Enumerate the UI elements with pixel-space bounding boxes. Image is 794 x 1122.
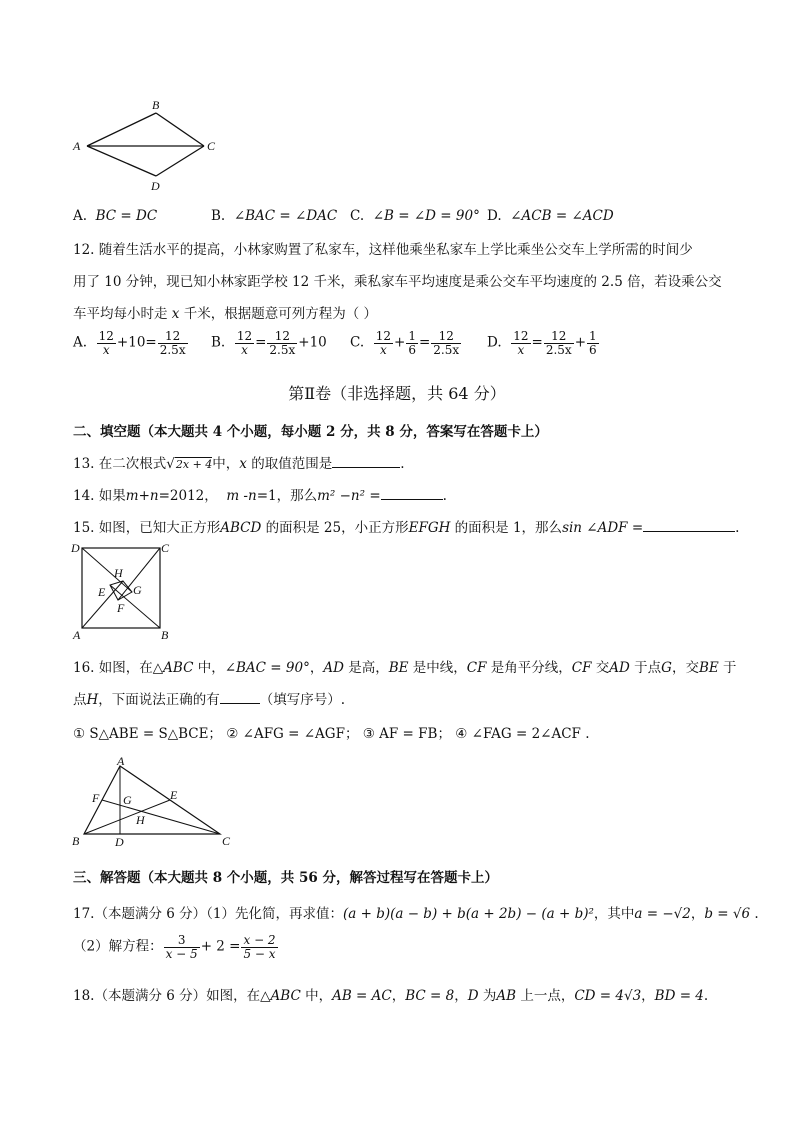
segment-cd xyxy=(156,146,204,176)
q15-answer-blank[interactable] xyxy=(643,519,735,532)
q16-line-2: 点H，下面说法正确的有 （填写序号）. xyxy=(73,692,346,708)
figure-triangle-abc xyxy=(70,756,240,852)
label-c: C xyxy=(161,541,170,555)
part-3-heading: 三、解答题（本大题共 8 个小题，共 56 分，解答过程写在答题卡上） xyxy=(73,870,498,886)
label-g: G xyxy=(123,793,132,807)
q17-part-2: （2）解方程： $\frac{3}{x - 5}$ + 2 = $\frac{x - 2}{5 - x}$ xyxy=(73,933,276,961)
statement-4: ④ ∠FAG = 2∠ACF . xyxy=(455,726,590,742)
q16-statements xyxy=(73,722,590,742)
q16-line-1: 16. 如图，在△ABC 中，∠BAC = 90°，AD 是高，BE 是中线，CF 是角平分线，CF 交AD 于点G，交BE 于 xyxy=(73,660,737,676)
q11-option-d[interactable]: D. ∠ACB = ∠ACD xyxy=(487,208,614,224)
label-d: D xyxy=(151,179,160,193)
q13-answer-blank[interactable] xyxy=(332,455,400,468)
fraction: $\frac{12}{2.5x}$ xyxy=(269,329,296,357)
q11-option-b[interactable]: B. ∠BAC = ∠DAC xyxy=(211,208,338,224)
q13: 13. 在二次根式√2x + 4中，x 的取值范围是 . xyxy=(73,456,405,472)
q11-option-c[interactable]: C. ∠B = ∠D = 90° xyxy=(350,208,480,224)
radical: √2x + 4 xyxy=(166,456,213,472)
section-ii-title: 第Ⅱ卷（非选择题，共 64 分） xyxy=(288,384,506,403)
fraction: $\frac{12}{x}$ xyxy=(98,329,114,357)
label-b: B xyxy=(72,834,80,848)
figure-kite-abcd xyxy=(70,96,230,196)
label-a: A xyxy=(73,628,81,642)
label-e: E xyxy=(98,585,106,599)
fraction: $\frac{12}{2.5x}$ xyxy=(433,329,460,357)
fraction: $\frac{x - 2}{5 - x}$ xyxy=(243,933,276,961)
label-h: H xyxy=(114,566,123,580)
q12-option-b[interactable]: B. $\frac{12}{x}$ = $\frac{12}{2.5x}$ +10 xyxy=(211,329,327,357)
label-e: E xyxy=(170,788,178,802)
figure-squares-abcd-efgh xyxy=(70,540,180,644)
label-c: C xyxy=(207,139,216,153)
fraction: $\frac{12}{x}$ xyxy=(375,329,392,357)
fraction: $\frac{3}{x - 5}$ xyxy=(165,933,198,961)
statement-2: ② ∠AFG = ∠AGF； xyxy=(226,726,359,742)
fraction: $\frac{12}{x}$ xyxy=(236,329,253,357)
label-g: G xyxy=(133,583,142,597)
q12-line-2: 用了 10 分钟，现已知小林家距学校 12 千米，乘私家车平均速度是乘公交车平均速度的 2.5 倍，若设乘公交 xyxy=(73,274,722,290)
q14-answer-blank[interactable] xyxy=(381,487,443,500)
big-square xyxy=(82,548,160,628)
label-d: D xyxy=(71,541,80,555)
q14: 14. 如果m+n=2012， m -n=1，那么m² −n² = . xyxy=(73,488,447,504)
label-a: A xyxy=(73,139,81,153)
q12-option-a[interactable]: A. $\frac{12}{x}$ +10= $\frac{12}{2.5x}$ xyxy=(73,329,186,357)
label-b: B xyxy=(152,98,160,112)
statement-3: ③ AF = FB； xyxy=(362,726,451,742)
fraction: $\frac{1}{6}$ xyxy=(589,329,597,357)
label-c: C xyxy=(222,834,231,848)
q12-option-c[interactable]: C. $\frac{12}{x}$ + $\frac{1}{6}$ = $\frac{12}{2.5x}$ xyxy=(350,329,460,357)
label-a: A xyxy=(117,756,125,768)
label-d: D xyxy=(115,835,124,849)
segment-d-g xyxy=(82,548,132,592)
label-h: H xyxy=(136,813,145,827)
q12-line-1: 12. 随着生活水平的提高，小林家购置了私家车，这样他乘坐私家车上学比乘坐公交车上学所需的时间少 xyxy=(73,242,693,258)
segment-bc xyxy=(156,113,204,146)
q15: 15. 如图，已知大正方形ABCD 的面积是 25，小正方形EFGH 的面积是 1，那么sin ∠ADF = . xyxy=(73,520,740,536)
fraction: $\frac{12}{2.5x}$ xyxy=(159,329,186,357)
q12-option-d[interactable]: D. $\frac{12}{x}$ = $\frac{12}{2.5x}$ + $\frac{1}{6}$ xyxy=(487,329,597,357)
q16-answer-blank[interactable] xyxy=(220,691,260,704)
q11-option-a[interactable]: A. BC = DC xyxy=(73,208,158,224)
label-f: F xyxy=(92,791,100,805)
triangle-abc xyxy=(84,766,220,834)
fraction: $\frac{12}{2.5x}$ xyxy=(545,329,572,357)
q18: 18.（本题满分 6 分）如图，在△ABC 中，AB = AC，BC = 8，D 为AB 上一点，CD = 4√3，BD = 4. xyxy=(73,988,709,1004)
statement-1: ① S△ABE = S△BCE； xyxy=(73,726,222,742)
label-b: B xyxy=(161,628,169,642)
fraction: $\frac{1}{6}$ xyxy=(408,329,416,357)
segment-ab xyxy=(87,113,156,146)
q12-line-3: 车平均每小时走 x 千米，根据题意可列方程为（ ） xyxy=(73,306,378,322)
segment-da xyxy=(87,146,156,176)
fraction: $\frac{12}{x}$ xyxy=(513,329,529,357)
part-2-heading: 二、填空题（本大题共 4 个小题，每小题 2 分，共 8 分，答案写在答题卡上） xyxy=(73,424,548,440)
label-f: F xyxy=(117,601,125,615)
q17-part-1: 17.（本题满分 6 分）（1）先化简，再求值：(a + b)(a − b) + b(a + 2b) − (a + b)²，其中a = −√2，b = √6 . xyxy=(73,906,759,922)
